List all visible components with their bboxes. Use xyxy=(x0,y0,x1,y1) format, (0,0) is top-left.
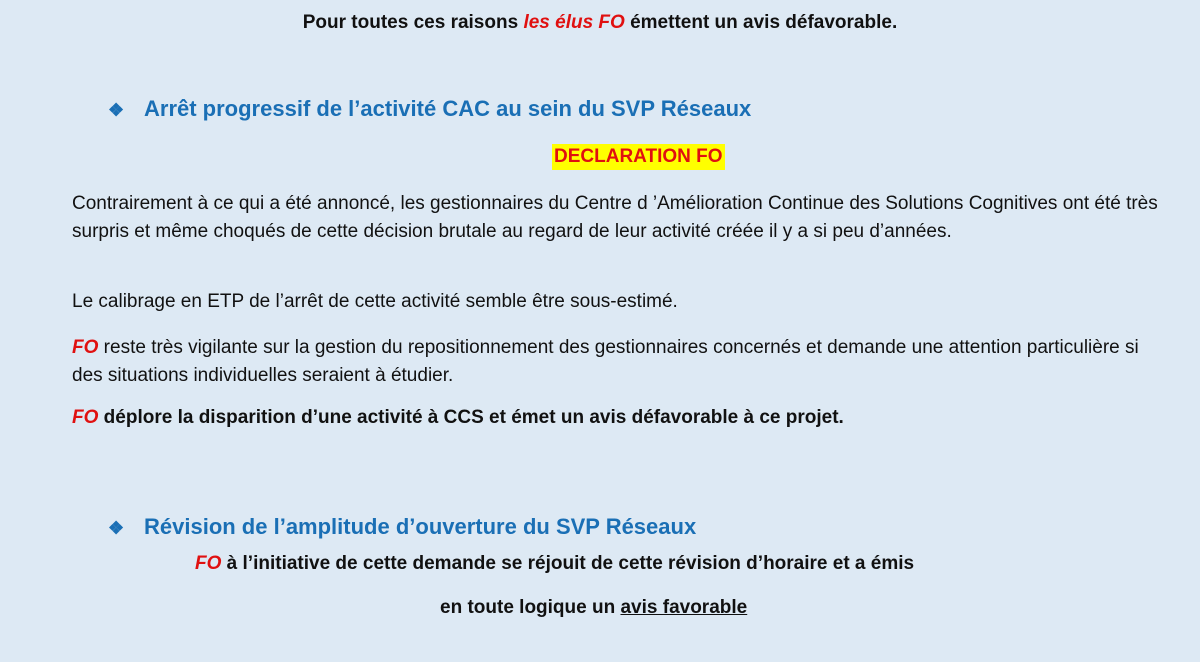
section1-paragraph-3 xyxy=(72,334,1162,390)
section1-paragraph-4-text: déplore la disparition d’une activité à CCS et émet un avis défavorable à ce projet. xyxy=(98,407,844,428)
fo-red-label: FO xyxy=(72,407,99,428)
declaration-badge: DECLARATION FO xyxy=(552,144,725,170)
section2-heading xyxy=(108,514,696,540)
intro-red-text: les élus FO xyxy=(523,12,625,33)
section2-title: Révision de l’amplitude d’ouverture du SVP Réseaux xyxy=(144,514,697,539)
intro-line xyxy=(0,12,1200,34)
diamond-bullet-icon: ❖ xyxy=(108,100,125,120)
avis-favorable-text: avis favorable xyxy=(620,597,748,618)
section2-line-2-text: en toute logique un xyxy=(440,597,621,618)
section1-paragraph-2: Le calibrage en ETP de l’arrêt de cette activité semble être sous-estimé. xyxy=(72,291,678,312)
section1-paragraph-1: Contrairement à ce qui a été annoncé, les gestionnaires du Centre d ’Amélioration Continue des Solutions Cognitives ont été très surpris et même choqués de cette décision brutale au regard de leur activité créée il y a si peu d’années. xyxy=(72,193,1158,242)
section1-title: Arrêt progressif de l’activité CAC au sein du SVP Réseaux xyxy=(144,96,752,121)
fo-red-label: FO xyxy=(195,553,222,574)
section2-line-1 xyxy=(195,553,914,575)
intro-text-before: Pour toutes ces raisons xyxy=(302,12,524,33)
section1-heading xyxy=(108,96,751,122)
section1-paragraph-3-text: reste très vigilante sur la gestion du repositionnement des gestionnaires concernés et demande une attention particulière si des situations individuelles seraient à étudier. xyxy=(72,337,1139,386)
diamond-bullet-icon: ❖ xyxy=(108,518,125,538)
fo-red-label: FO xyxy=(72,337,99,358)
section2-line-1-text: à l’initiative de cette demande se réjouit de cette révision d’horaire et a émis xyxy=(221,553,915,574)
section2-line-2 xyxy=(440,597,747,619)
intro-text-after: émettent un avis défavorable. xyxy=(624,12,898,33)
section1-paragraph-4 xyxy=(72,404,1162,432)
